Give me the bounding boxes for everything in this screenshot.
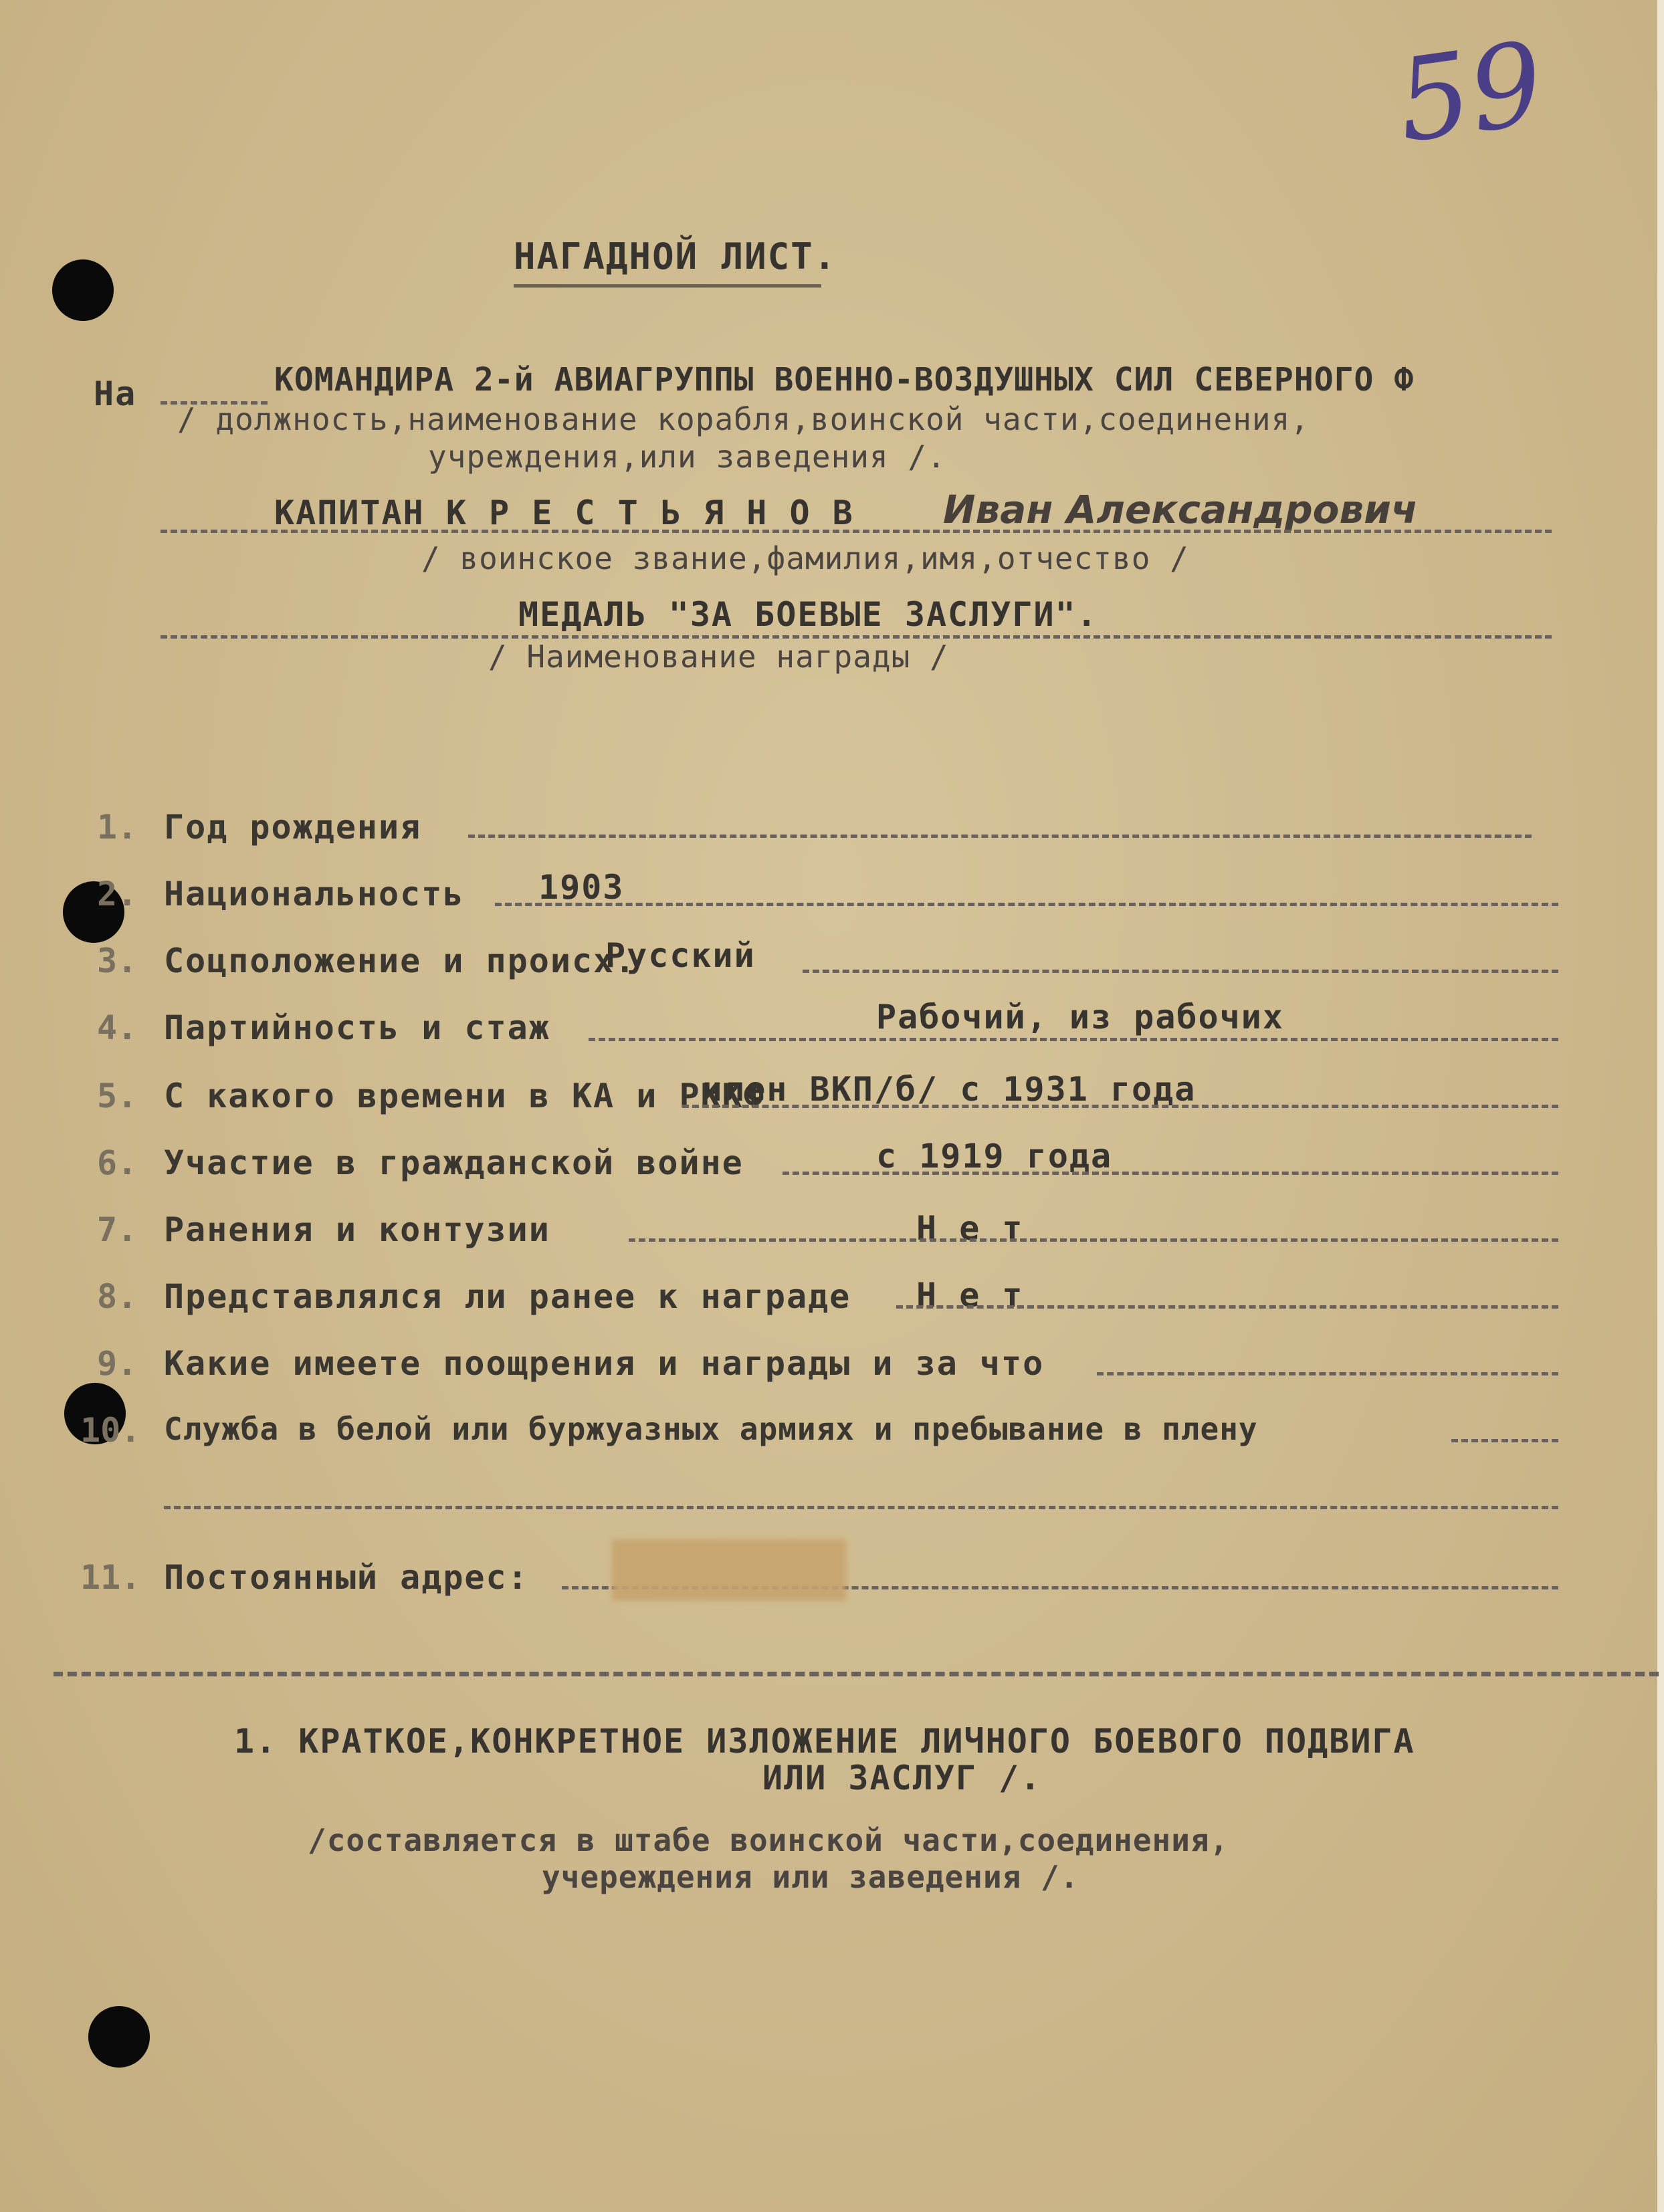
- folio-number: 59: [1389, 17, 1552, 169]
- punch-hole: [88, 2006, 150, 2068]
- item-label: Постоянный адрес:: [164, 1558, 529, 1597]
- item-number: 1.: [97, 808, 138, 847]
- position-caption: / должность,наименование корабля,воинской части,соединения,: [177, 401, 1310, 437]
- punch-hole: [52, 259, 114, 321]
- item-label: Служба в белой или буржуазных армиях и пребывание в плену: [164, 1411, 1258, 1447]
- item-value: Рабочий, из рабочих: [876, 998, 1284, 1036]
- item-label: Представлялся ли ранее к награде: [164, 1277, 851, 1316]
- item-label: Год рождения: [164, 808, 422, 847]
- item-value: Н е т: [916, 1276, 1024, 1315]
- fill-line: [161, 530, 1552, 533]
- item-value: с 1919 года: [876, 1137, 1113, 1176]
- position-caption: учреждения,или заведения /.: [428, 439, 946, 475]
- item-value: 1903: [538, 868, 625, 907]
- item-label: Национальность: [164, 875, 465, 913]
- section-divider: [54, 1672, 1659, 1676]
- award-for-prefix: На: [94, 374, 137, 413]
- given-names: Иван Александрович: [943, 487, 1418, 532]
- item-number: 11.: [80, 1558, 141, 1597]
- fill-line: [164, 1506, 1558, 1509]
- item-number: 4.: [97, 1008, 138, 1047]
- title-underline: [514, 284, 821, 288]
- position-line: КОМАНДИРА 2-й АВИАГРУППЫ ВОЕННО-ВОЗДУШНЫХ СИЛ СЕВЕРНОГО Ф: [274, 361, 1415, 399]
- section-note: учереждения или заведения /.: [542, 1859, 1079, 1895]
- item-number: 9.: [97, 1344, 138, 1383]
- item-number: 6.: [97, 1143, 138, 1182]
- fill-line: [495, 903, 1558, 906]
- item-value: член ВКП/б/ с 1931 года: [702, 1070, 1197, 1109]
- item-label: С какого времени в КА и РККФ: [164, 1077, 765, 1115]
- section-heading: 1. КРАТКОЕ,КОНКРЕТНОЕ ИЗЛОЖЕНИЕ ЛИЧНОГО БОЕВОГО ПОДВИГА: [234, 1722, 1415, 1761]
- fill-line: [1097, 1372, 1558, 1375]
- fill-line: [1451, 1439, 1558, 1442]
- item-label: Участие в гражданской войне: [164, 1143, 744, 1182]
- page-title: НАГАДНОЙ ЛИСТ.: [514, 235, 837, 278]
- award-name: МЕДАЛЬ "ЗА БОЕВЫЕ ЗАСЛУГИ".: [518, 595, 1098, 634]
- item-value: Русский: [605, 936, 756, 975]
- item-number: 10.: [80, 1411, 141, 1450]
- page-edge: [1657, 0, 1664, 2212]
- fill-line: [468, 835, 1532, 838]
- item-number: 5.: [97, 1077, 138, 1115]
- item-label: Ранения и контузии: [164, 1210, 550, 1249]
- name-caption: / воинское звание,фамилия,имя,отчество /: [421, 540, 1189, 576]
- item-label: Соцположение и происх.: [164, 942, 637, 980]
- award-caption: / Наименование награды /: [488, 639, 949, 675]
- item-number: 8.: [97, 1277, 138, 1316]
- section-note: /составляется в штабе воинской части,соединения,: [308, 1822, 1229, 1858]
- redacted-address: [612, 1539, 846, 1601]
- fill-line: [589, 1038, 1558, 1041]
- fill-line: [896, 1305, 1558, 1309]
- item-label: Какие имеете поощрения и награды и за что: [164, 1344, 1045, 1383]
- item-number: 3.: [97, 942, 138, 980]
- fill-line: [783, 1172, 1558, 1175]
- item-number: 7.: [97, 1210, 138, 1249]
- fill-line: [682, 1105, 1558, 1108]
- item-label: Партийность и стаж: [164, 1008, 550, 1047]
- item-value: Н е т: [916, 1209, 1024, 1248]
- section-heading: ИЛИ ЗАСЛУГ /.: [762, 1759, 1042, 1797]
- fill-line: [803, 970, 1558, 973]
- item-number: 2.: [97, 875, 138, 913]
- fill-line: [629, 1238, 1558, 1242]
- rank-surname: КАПИТАН К Р Е С Т Ь Я Н О В: [274, 493, 854, 532]
